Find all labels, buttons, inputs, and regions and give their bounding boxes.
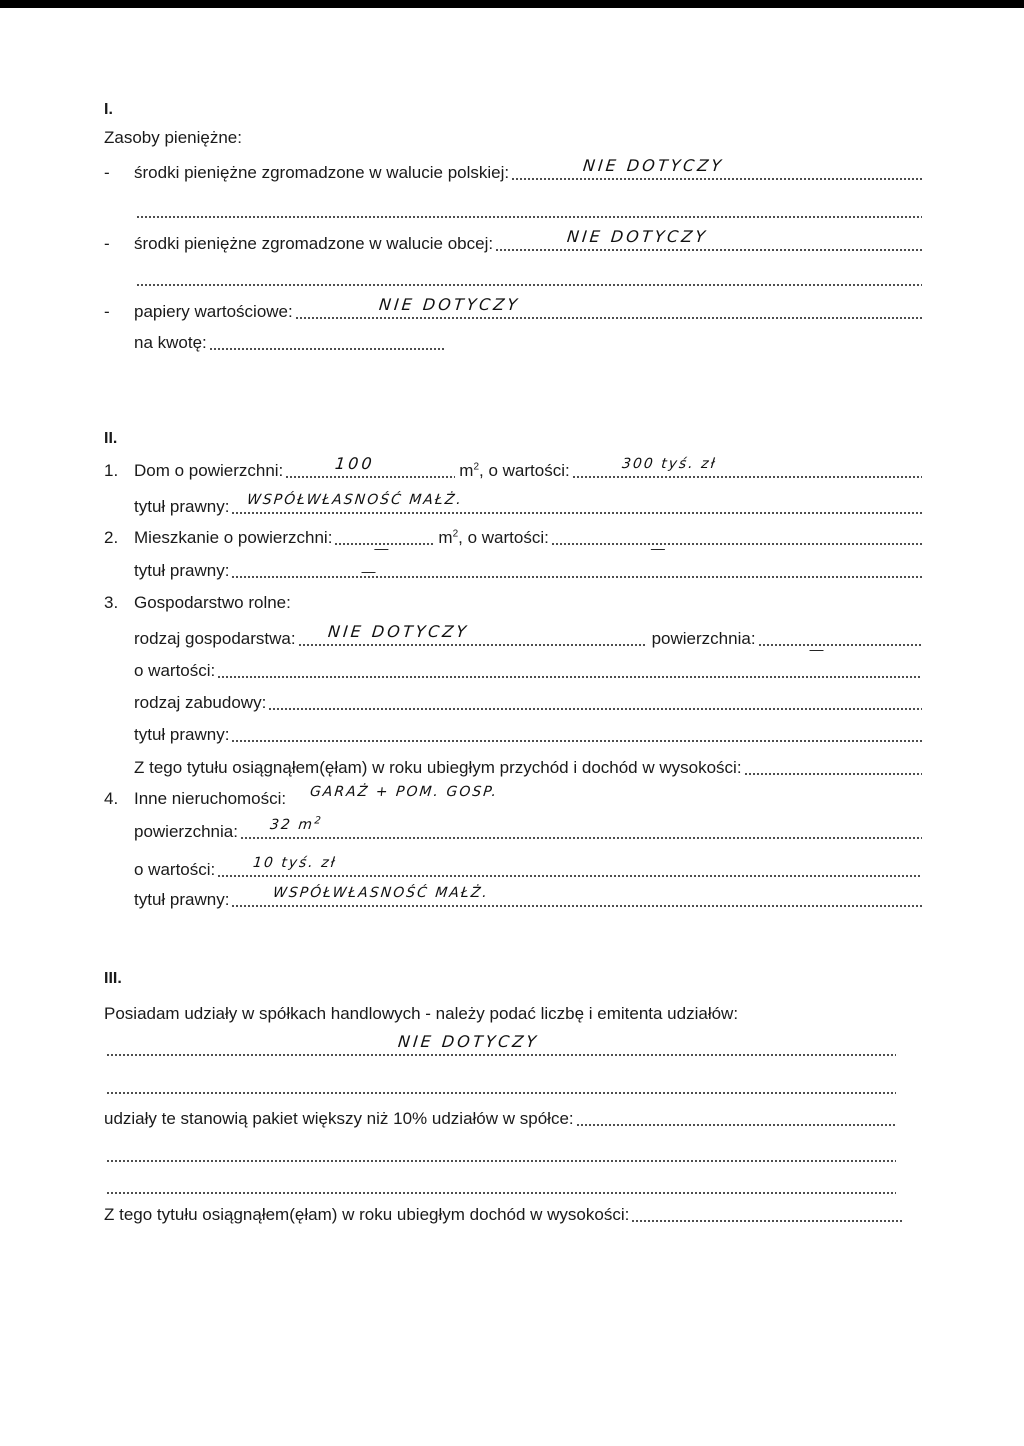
- cash-foreign-value: NIE DOTYCZY: [566, 227, 710, 246]
- shares-label-row: [104, 1003, 738, 1025]
- house-value-value: 300 tyś. zł: [620, 456, 718, 472]
- house-area-value: 100: [334, 454, 376, 473]
- cash-foreign-row: [104, 227, 922, 255]
- farm-title-field[interactable]: [231, 740, 922, 742]
- farm-income-field[interactable]: [744, 773, 922, 775]
- farm-heading-row: 3. Gospodarstwo rolne:: [104, 593, 291, 612]
- shares-value-row: [104, 1032, 896, 1060]
- over10-continuation-2: [104, 1176, 896, 1198]
- cash-pln-row: [104, 156, 922, 184]
- other-value-field[interactable]: [217, 855, 922, 877]
- other-value-label: o wartości:: [134, 860, 216, 879]
- top-rule: [0, 8, 1024, 11]
- house-title-label: tytuł prawny:: [134, 497, 230, 516]
- apartment-value-label: , o wartości:: [458, 528, 549, 547]
- cash-pln-label: środki pieniężne zgromadzone w walucie polskiej:: [134, 163, 510, 182]
- other-title-row: [134, 885, 922, 911]
- farm-area-value: —: [809, 641, 824, 657]
- shares-field[interactable]: [106, 1032, 896, 1056]
- other-area-field[interactable]: [240, 815, 922, 839]
- house-area-field[interactable]: [285, 454, 455, 478]
- over10-row: [104, 1108, 896, 1130]
- other-title-value: WSPÓŁWŁASNOŚĆ MAŁŻ.: [272, 885, 491, 901]
- cash-pln-continuation: [134, 200, 922, 222]
- farm-value-field[interactable]: [217, 676, 922, 678]
- section-two-numeral: II.: [104, 430, 118, 447]
- house-value-label: , o wartości:: [479, 461, 570, 480]
- securities-amount-label: na kwotę:: [134, 333, 207, 352]
- other-value-value: 10 tyś. zł: [252, 855, 338, 871]
- shares-income-field[interactable]: [631, 1220, 902, 1222]
- securities-amount-field[interactable]: [209, 348, 444, 350]
- other-area-label: powierzchnia:: [134, 822, 238, 841]
- house-area-label: Dom o powierzchni:: [134, 461, 284, 480]
- farm-type-row: [134, 622, 922, 657]
- other-area-row: [134, 815, 922, 843]
- securities-field[interactable]: [295, 295, 922, 319]
- apartment-area-field[interactable]: [334, 540, 434, 556]
- farm-heading: Gospodarstwo rolne:: [134, 593, 291, 612]
- over10-continuation-1: [104, 1144, 896, 1166]
- over10-label: udziały te stanowią pakiet większy niż 10% udziałów w spółce:: [104, 1109, 574, 1128]
- other-property-label: Inne nieruchomości:: [134, 789, 287, 808]
- apartment-title-label: tytuł prawny:: [134, 561, 230, 580]
- cash-foreign-label: środki pieniężne zgromadzone w walucie obcej:: [134, 234, 494, 253]
- apartment-area-value: —: [374, 540, 389, 556]
- apartment-area-label: Mieszkanie o powierzchni:: [134, 528, 333, 547]
- farm-title-label: tytuł prawny:: [134, 725, 230, 744]
- bullet: -: [104, 302, 110, 321]
- other-title-field[interactable]: [231, 885, 922, 907]
- farm-value-label: o wartości:: [134, 661, 216, 680]
- apartment-title-row: [134, 560, 922, 582]
- shares-income-row: [104, 1204, 902, 1226]
- securities-row: [104, 295, 922, 323]
- bullet: -: [104, 234, 110, 253]
- shares-income-label: Z tego tytułu osiągnąłem(ęłam) w roku ubiegłym dochód w wysokości:: [104, 1205, 630, 1224]
- other-property-value: GARAŻ + POM. GOSP.: [309, 784, 500, 800]
- securities-amount-row: [134, 332, 444, 354]
- securities-label: papiery wartościowe:: [134, 302, 293, 321]
- apartment-title-field[interactable]: [231, 563, 922, 579]
- cash-foreign-continuation: [134, 268, 922, 290]
- shares-value: NIE DOTYCZY: [397, 1032, 541, 1051]
- farm-buildings-field[interactable]: [268, 708, 922, 710]
- farm-type-value: NIE DOTYCZY: [326, 622, 470, 641]
- other-value-row: [134, 855, 922, 881]
- farm-buildings-row: [134, 692, 922, 714]
- other-title-label: tytuł prawny:: [134, 890, 230, 909]
- section-one-numeral: I.: [104, 101, 113, 118]
- house-row: 1. Dom o powierzchni: 100 $m^2$ , o wartości: 300 tyś. zł: [104, 460, 922, 482]
- farm-area-field[interactable]: [758, 641, 922, 657]
- farm-income-row: [134, 757, 922, 779]
- farm-type-field[interactable]: [298, 622, 646, 646]
- cash-foreign-field[interactable]: [495, 227, 922, 251]
- cash-pln-field[interactable]: [511, 156, 922, 180]
- shares-continuation: [104, 1076, 896, 1098]
- shares-label: Posiadam udziały w spółkach handlowych - należy podać liczbę i emitenta udziałów:: [104, 1004, 739, 1023]
- farm-buildings-label: rodzaj zabudowy:: [134, 693, 267, 712]
- farm-income-label: Z tego tytułu osiągnąłem(ęłam) w roku ubiegłym przychód i dochód w wysokości:: [134, 758, 742, 777]
- farm-title-row: [134, 724, 922, 746]
- cash-pln-value: NIE DOTYCZY: [582, 156, 726, 175]
- farm-type-label: rodzaj gospodarstwa:: [134, 629, 296, 648]
- house-title-field[interactable]: [231, 492, 922, 514]
- section-one-heading: Zasoby pieniężne:: [104, 128, 242, 147]
- securities-value: NIE DOTYCZY: [377, 295, 521, 314]
- bullet: -: [104, 163, 110, 182]
- farm-value-row: [134, 660, 922, 682]
- over10-field[interactable]: [576, 1124, 896, 1126]
- house-value-field[interactable]: [572, 456, 922, 478]
- house-title-value: WSPÓŁWŁASNOŚĆ MAŁŻ.: [246, 492, 465, 508]
- apartment-value-field[interactable]: [551, 540, 922, 556]
- house-title-row: [134, 492, 922, 518]
- apartment-value-value: —: [650, 540, 665, 556]
- other-property-row: 4. Inne nieruchomości: GARAŻ + POM. GOSP.: [104, 788, 922, 810]
- other-area-value: 32 $m^2$: [269, 815, 324, 833]
- farm-area-label: powierzchnia:: [651, 629, 756, 648]
- declaration-page: [0, 8, 1024, 1446]
- apartment-title-value: —: [361, 563, 376, 579]
- apartment-row: 2. Mieszkanie o powierzchni: — $m^2$ , o wartości: —: [104, 527, 922, 549]
- section-three-numeral: III.: [104, 970, 122, 987]
